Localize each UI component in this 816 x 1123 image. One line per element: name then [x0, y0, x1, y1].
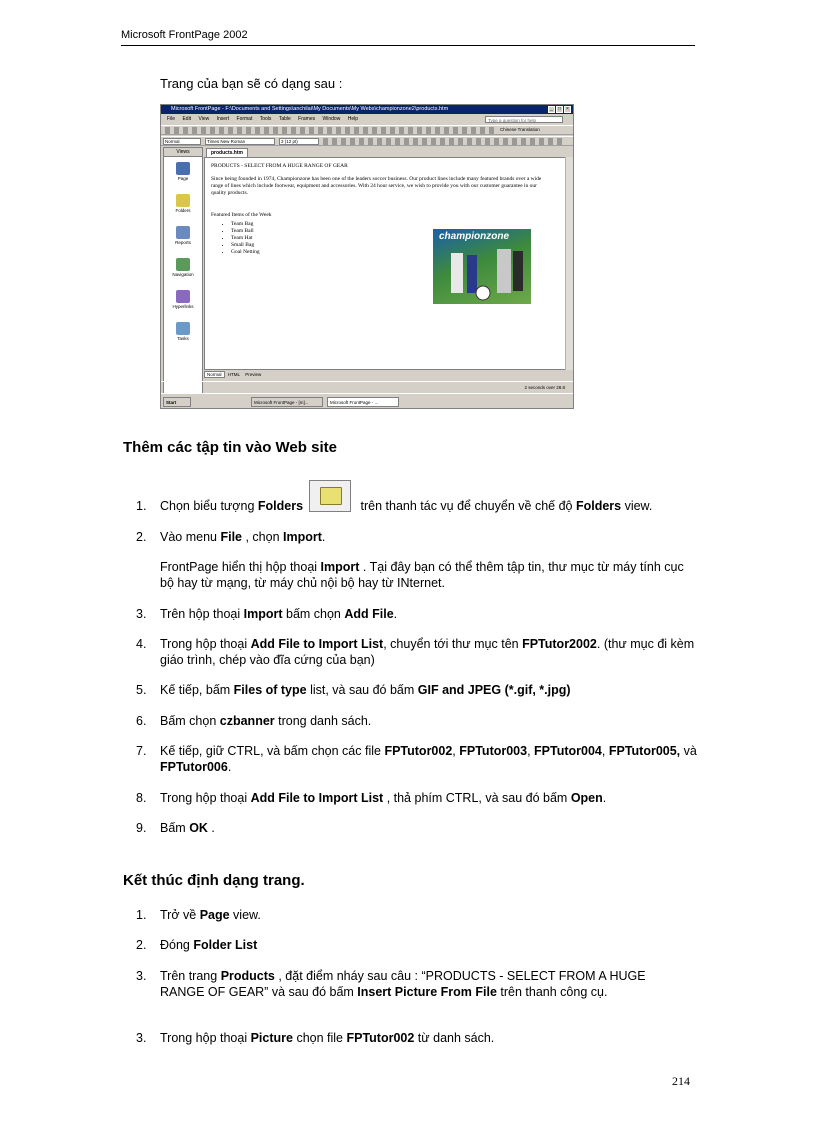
- menu-insert[interactable]: Insert: [216, 116, 230, 122]
- start-button[interactable]: Start: [163, 397, 191, 407]
- list-item: • Goal Netting: [231, 249, 260, 256]
- menu-view[interactable]: View: [198, 116, 210, 122]
- folders-icon: [309, 480, 351, 512]
- toolbar-icons[interactable]: [165, 127, 495, 134]
- menu-format[interactable]: Format: [236, 116, 253, 122]
- list-item: • Team Ball: [231, 228, 260, 235]
- doc-item-list: [211, 221, 260, 256]
- menu-window[interactable]: Window: [322, 116, 341, 122]
- intro-text: Trang của bạn sẽ có dạng sau :: [160, 76, 343, 91]
- page-number: 214: [672, 1074, 690, 1088]
- page-header: [121, 29, 695, 46]
- menu-edit[interactable]: Edit: [182, 116, 192, 122]
- frontpage-screenshot: [160, 104, 574, 409]
- menu-tools[interactable]: Tools: [259, 116, 272, 122]
- section2-heading: Kết thúc định dạng trang.: [123, 872, 305, 889]
- menu-help[interactable]: Help: [347, 116, 358, 122]
- banner-text: championzone: [439, 231, 510, 242]
- tab-preview[interactable]: Preview: [245, 372, 262, 377]
- close-icon[interactable]: ×: [564, 106, 571, 113]
- reports-icon: [176, 226, 190, 239]
- tasks-icon: [176, 322, 190, 335]
- document-area[interactable]: [204, 157, 566, 370]
- window-title: Microsoft FrontPage - F:\Documents and Settings\anchilai\My Documents\My Webs\championzone2\products.htm: [161, 105, 573, 114]
- tab-html[interactable]: HTML: [227, 372, 241, 377]
- header-title: Microsoft FrontPage 2002: [121, 29, 248, 41]
- document-tabs: [204, 147, 566, 157]
- help-search-input[interactable]: Type a question for help: [485, 116, 563, 123]
- section1-heading: Thêm các tập tin vào Web site: [123, 439, 337, 456]
- view-page[interactable]: Page: [164, 162, 202, 181]
- doc-featured: Featured Items of the Week: [211, 212, 272, 218]
- status-text: 2 seconds over 28.8: [524, 385, 565, 390]
- taskbar-item[interactable]: Microsoft FrontPage - ...: [327, 397, 399, 407]
- championzone-banner: [433, 229, 531, 304]
- view-reports[interactable]: Reports: [164, 226, 202, 245]
- vertical-scrollbar[interactable]: [565, 157, 573, 370]
- folder-icon: [176, 194, 190, 207]
- soccer-players-image: [433, 229, 531, 304]
- doc-paragraph: Since being founded in 1974, Championzone has been one of the leaders soccer business. Our product lines include many featured brands over a wide range of lines which include footwear, equipment and accessories. With 24 hour service, we wish to provide you with our customer guarantee in our quality products.: [211, 176, 542, 196]
- page-view-icon: [176, 162, 190, 175]
- menu-table[interactable]: Table: [278, 116, 291, 122]
- style-select[interactable]: Normal: [163, 138, 201, 145]
- view-tasks[interactable]: Tasks: [164, 322, 202, 341]
- taskbar: [161, 393, 573, 409]
- views-header: Views: [164, 148, 202, 157]
- list-item: • Team Hat: [231, 235, 260, 242]
- view-hyperlinks[interactable]: Hyperlinks: [164, 290, 202, 309]
- formatting-toolbar: [161, 136, 573, 146]
- size-select[interactable]: 3 (12 pt): [279, 138, 319, 145]
- views-bar: [163, 147, 203, 409]
- hyperlinks-icon: [176, 290, 190, 303]
- view-mode-tabs: [204, 370, 566, 380]
- list-item: • Team Bag: [231, 221, 260, 228]
- view-navigation[interactable]: Navigation: [164, 258, 202, 277]
- format-icons[interactable]: [323, 138, 563, 145]
- minimize-icon[interactable]: _: [548, 106, 555, 113]
- maximize-icon[interactable]: □: [557, 106, 562, 112]
- standard-toolbar: [161, 125, 573, 135]
- menu-frames[interactable]: Frames: [298, 116, 316, 122]
- menu-file[interactable]: File: [167, 116, 176, 122]
- tab-products[interactable]: products.htm: [206, 148, 248, 158]
- translation-dropdown[interactable]: Chinese Translation: [499, 127, 561, 134]
- taskbar-item[interactable]: Microsoft FrontPage - [m]...: [251, 397, 323, 407]
- font-select[interactable]: Times New Roman: [205, 138, 275, 145]
- list-item: • Small Bag: [231, 242, 260, 249]
- navigation-icon: [176, 258, 190, 271]
- view-folders[interactable]: Folders: [164, 194, 202, 213]
- tab-normal[interactable]: Normal: [204, 371, 225, 378]
- status-bar: [161, 381, 573, 393]
- doc-heading: PRODUCTS - SELECT FROM A HUGE RANGE OF GEAR: [211, 163, 348, 169]
- import-note: FrontPage hiển thị hộp thoại Import . Tại đây bạn có thể thêm tập tin, thư mục từ máy tính cục bộ hay từ mạng, từ máy chủ nội bộ hay từ INternet.: [160, 560, 684, 590]
